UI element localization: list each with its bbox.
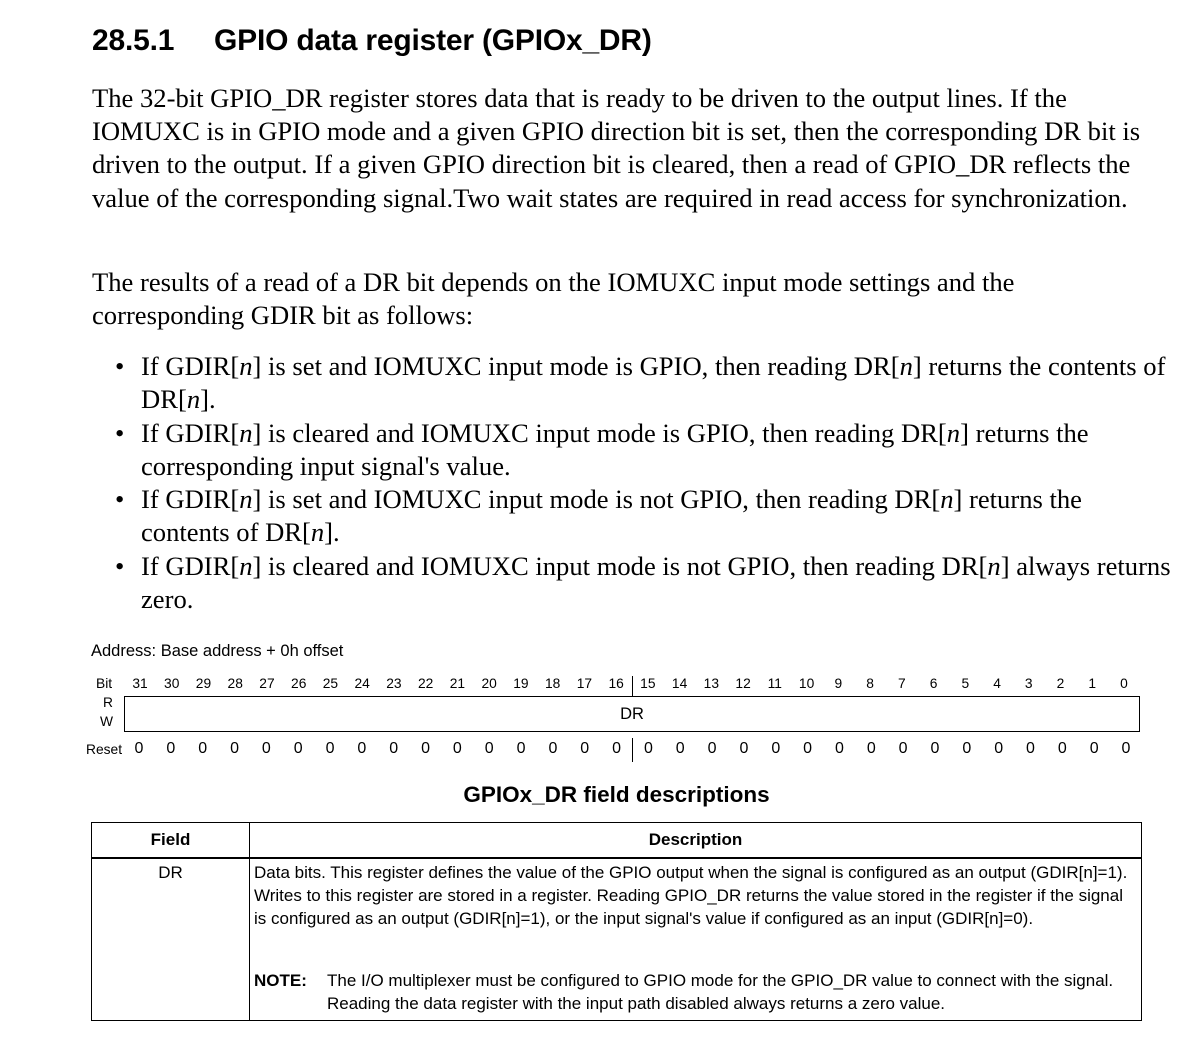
- reset-value: 0: [994, 740, 1004, 757]
- column-divider: [249, 823, 250, 1020]
- bit-number: 22: [417, 676, 434, 691]
- read-label: R: [103, 695, 113, 710]
- paragraph-register-overview: The 32-bit GPIO_DR register stores data that is ready to be driven to the output lines. If the IOMUXC is in GPIO mode and a given GPIO direction bit is set, then the corresponding DR bit is driven to the output. If a given GPIO direction bit is cleared, then a read of GPIO_DR reflects the value of the corresponding signal.Two wait states are required in read access for synchronization.: [92, 83, 1141, 213]
- reset-value: 0: [675, 740, 685, 757]
- header-description: Description: [648, 830, 743, 849]
- reset-value: 0: [580, 740, 590, 757]
- note-block: [254, 969, 1138, 1015]
- reset-value: 0: [962, 740, 972, 757]
- reset-value: 0: [261, 740, 271, 757]
- reset-label: Reset: [86, 742, 123, 757]
- bit-number: 15: [640, 676, 656, 691]
- bit-number: 4: [993, 676, 1001, 691]
- section-title: GPIO data register (GPIOx_DR): [214, 24, 652, 57]
- reset-value: 0: [1057, 740, 1067, 757]
- bit-number: 21: [449, 676, 466, 691]
- section-heading: [92, 24, 652, 58]
- reset-value-row: [0, 738, 1201, 768]
- reset-value: 0: [389, 740, 399, 757]
- note-label: NOTE:: [254, 971, 307, 990]
- field-description-cell: Data bits. This register defines the value of the GPIO output when the signal is configured as an output (GDIR[n]=1). Writes to this register are stored in a register. Reading GPIO_DR returns the value stored in the register if the signal is configured as an output (GDIR[n]=1), or the input signal's value if configured as an input (GDIR[n]=0).: [254, 863, 1128, 928]
- bit-number: 16: [608, 676, 624, 691]
- bit-number: 29: [195, 676, 212, 691]
- reset-value: 0: [771, 740, 781, 757]
- bit-number: 18: [544, 676, 561, 691]
- bit-number: 26: [291, 676, 307, 691]
- reset-value: 0: [866, 740, 876, 757]
- note-text: The I/O multiplexer must be configured to GPIO mode for the GPIO_DR value to connect with the signal. Reading the data register with the input path disabled always returns a zero value.: [327, 971, 1114, 1013]
- reset-value: 0: [1121, 740, 1131, 757]
- register-address: Address: Base address + 0h offset: [91, 642, 344, 660]
- register-field-name: DR: [620, 705, 644, 723]
- bit-number: 6: [929, 676, 938, 691]
- reset-value: 0: [516, 740, 526, 757]
- bit-number: 9: [834, 676, 843, 691]
- section-number: 28.5.1: [92, 24, 175, 57]
- field-name-cell: DR: [158, 863, 183, 882]
- reset-value: 0: [643, 740, 653, 757]
- bit-number: 19: [513, 676, 529, 691]
- field-table-title: GPIOx_DR field descriptions: [463, 782, 770, 807]
- bit-number: 30: [164, 676, 180, 691]
- header-field: Field: [150, 830, 191, 849]
- reset-value: 0: [421, 740, 430, 757]
- reset-value: 0: [548, 740, 558, 757]
- reset-value: 0: [707, 740, 717, 757]
- bit-number: 28: [227, 676, 243, 691]
- reset-divider: [632, 738, 633, 762]
- bit-number: 17: [576, 676, 593, 691]
- register-field-box: [124, 696, 1140, 732]
- bit-number: 7: [897, 676, 906, 691]
- bit-number: 10: [798, 676, 815, 691]
- reset-value: 0: [293, 740, 303, 757]
- bit-number: 8: [866, 676, 874, 691]
- bit-number: 3: [1024, 676, 1033, 691]
- bit-number: 5: [961, 676, 970, 691]
- reset-value: 0: [166, 740, 176, 757]
- bit-number: 23: [386, 676, 402, 691]
- list-item: • If GDIR[n] is set and IOMUXC input mode is not GPIO, then reading DR[n] returns the contents of DR[n].: [115, 484, 1082, 548]
- bit-number: 1: [1088, 676, 1097, 691]
- bit-label: Bit: [96, 676, 113, 691]
- read-result-list: [115, 350, 1175, 616]
- reset-value: 0: [930, 740, 940, 757]
- field-description-table: [91, 822, 1142, 1021]
- reset-value: 0: [198, 740, 208, 757]
- reset-value: 0: [834, 740, 844, 757]
- reset-value: 0: [484, 740, 494, 757]
- bit-number: 24: [354, 676, 370, 691]
- bit-number: 20: [481, 676, 497, 691]
- paragraph-read-behavior: The results of a read of a DR bit depends on the IOMUXC input mode settings and the corresponding GDIR bit as follows:: [92, 267, 1015, 331]
- reset-value: 0: [898, 740, 908, 757]
- bit-number: 25: [322, 676, 339, 691]
- reset-value: 0: [134, 740, 144, 757]
- write-label: W: [100, 714, 114, 729]
- reset-value: 0: [452, 740, 462, 757]
- list-item: • If GDIR[n] is cleared and IOMUXC input mode is not GPIO, then reading DR[n] always returns zero.: [115, 550, 1171, 615]
- reset-value: 0: [357, 740, 367, 757]
- reset-value: 0: [1089, 740, 1099, 757]
- bit-number: 13: [703, 676, 720, 691]
- reset-value: 0: [803, 740, 813, 757]
- half-word-divider: [632, 676, 633, 696]
- bit-number: 0: [1120, 676, 1128, 691]
- reset-value: 0: [739, 740, 749, 757]
- reset-value: 0: [612, 740, 622, 757]
- reset-value: 0: [230, 740, 239, 757]
- bit-number: 12: [735, 676, 751, 691]
- bit-number: 27: [259, 676, 275, 691]
- bit-number: 11: [767, 676, 782, 691]
- bit-number: 31: [132, 676, 148, 691]
- list-item: • If GDIR[n] is cleared and IOMUXC input mode is GPIO, then reading DR[n] returns the corresponding input signal's value.: [115, 417, 1089, 481]
- list-item: • If GDIR[n] is set and IOMUXC input mode is GPIO, then reading DR[n] returns the contents of DR[n].: [115, 351, 1166, 415]
- reset-value: 0: [1026, 740, 1035, 757]
- bit-number: 14: [671, 676, 688, 691]
- bit-number: 2: [1056, 676, 1065, 691]
- reset-value: 0: [325, 740, 335, 757]
